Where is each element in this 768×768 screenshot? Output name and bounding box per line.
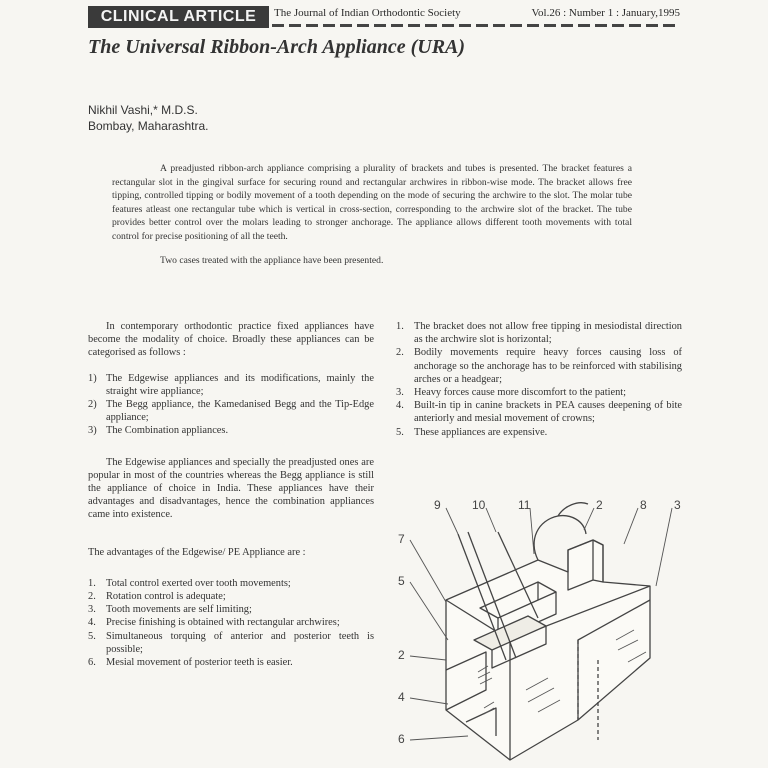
bracket-diagram (388, 490, 698, 768)
author-block (88, 102, 209, 134)
list-item: 1. The bracket does not allow free tipping in mesiodistal direction as the archwire slot is horizontal; (396, 321, 682, 346)
figure-label: 4 (398, 690, 405, 704)
appliance-categories-list (88, 372, 374, 438)
list-item: 2. Rotation control is adequate; (88, 591, 226, 603)
figure-label: 7 (398, 532, 405, 546)
journal-header (88, 6, 680, 28)
section-label: CLINICAL ARTICLE (88, 6, 269, 28)
abstract-paragraph: A preadjusted ribbon-arch appliance comprising a plurality of brackets and tubes is presented. The bracket features a rectangular slot in the gingival surface for securing round and rectangular archwires in ribbon-wise mode. The bracket allows free tipping, controlled tipping or bodily movement of a tooth depending on the mode of securing the archwire to the slot. The molar tube features atleast one rectangular tube which is vertical in cross-section, corresponding to the archwire slot of the bracket. The tube provides better control over the molars leading to stronger anchorage. The appliance allows different tooth movements with total control for precise positioning of all the teeth. (112, 163, 632, 242)
list-item: 1) The Edgewise appliances and its modifications, mainly the straight wire appliance; (88, 372, 374, 397)
advantages-list (88, 577, 374, 669)
header-dashed-rule (272, 24, 680, 27)
list-item: 5. These appliances are expensive. (396, 426, 548, 438)
left-column (88, 320, 374, 669)
right-column (396, 320, 682, 439)
author-name: Nikhil Vashi,* M.D.S. (88, 103, 198, 117)
journal-name: The Journal of Indian Orthodontic Society (274, 7, 461, 19)
article-title: The Universal Ribbon-Arch Appliance (URA) (88, 36, 466, 58)
figure-label: 3 (674, 498, 681, 512)
list-item: 3) The Combination appliances. (88, 425, 229, 437)
body-paragraph: The Edgewise appliances and specially the preadjusted ones are popular in most of the countries whereas the Begg appliance is still the appliance of choice in India. These appliances have their advantages and disadvantages, hence the combination appliances came into existence. (88, 456, 374, 521)
advantages-heading: The advantages of the Edgewise/ PE Appliance are : (88, 546, 306, 558)
intro-paragraph: In contemporary orthodontic practice fixed appliances have become the modality of choice. Broadly these appliances can be categorised as follows : (88, 321, 374, 359)
list-item: 3. Tooth movements are self limiting; (88, 604, 252, 616)
list-item: 5. Simultaneous torquing of anterior and posterior teeth is possible; (88, 630, 374, 655)
list-item: 2) The Begg appliance, the Kamedanised Begg and the Tip-Edge appliance; (88, 399, 374, 424)
list-item: 6. Mesial movement of posterior teeth is easier. (88, 657, 293, 669)
figure-label: 9 (434, 498, 441, 512)
list-item: 4. Built-in tip in canine brackets in PEA causes deepening of bite anteriorly and mesial movement of crowns; (396, 400, 682, 425)
disadvantages-list (396, 320, 682, 439)
abstract (112, 162, 632, 267)
figure-label: 8 (640, 498, 647, 512)
figure-label: 6 (398, 732, 405, 746)
figure-label: 10 (472, 498, 486, 512)
list-item: 4. Precise finishing is obtained with rectangular archwires; (88, 617, 340, 629)
figure-label: 5 (398, 574, 405, 588)
issue-info: Vol.26 : Number 1 : January,1995 (531, 7, 680, 19)
bracket-line-drawing (388, 490, 698, 768)
list-item: 2. Bodily movements require heavy forces causing loss of anchorage so the anchorage has to be reinforced with stabilising arches or a headgear; (396, 347, 682, 385)
abstract-paragraph: Two cases treated with the appliance have been presented. (160, 254, 384, 266)
author-affiliation: Bombay, Maharashtra. (88, 119, 209, 133)
figure-label: 11 (518, 498, 531, 512)
list-item: 3. Heavy forces cause more discomfort to the patient; (396, 387, 627, 399)
figure-label: 2 (398, 648, 405, 662)
figure-label: 2 (596, 498, 603, 512)
list-item: 1. Total control exerted over tooth movements; (88, 577, 291, 589)
